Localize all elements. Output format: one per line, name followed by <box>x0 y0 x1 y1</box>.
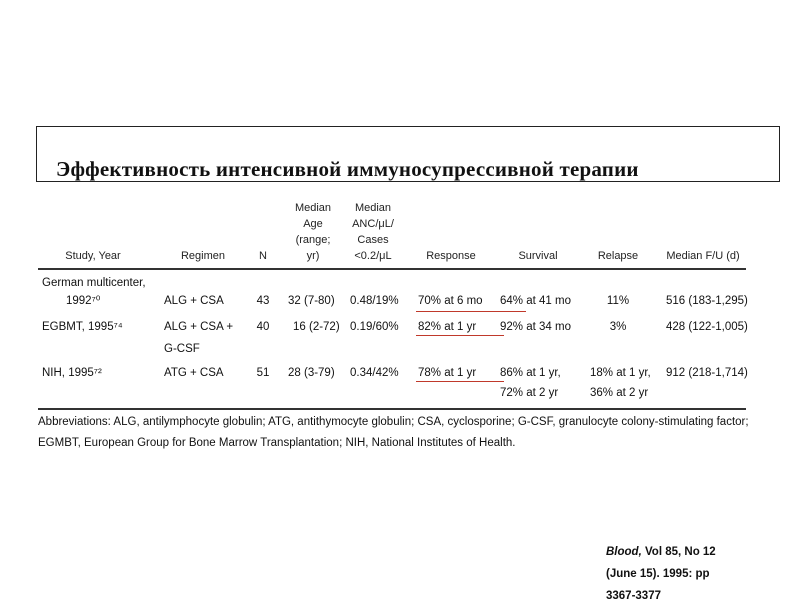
row3-age: 28 (3-79) <box>288 367 335 379</box>
header-regimen: Regimen <box>180 250 226 262</box>
header-response: Response <box>426 250 476 262</box>
response-underline-2 <box>416 335 504 336</box>
row2-survival: 92% at 34 mo <box>500 321 571 333</box>
header-relapse: Relapse <box>597 250 639 262</box>
row3-n: 51 <box>256 367 270 379</box>
row3-fu: 912 (218-1,714) <box>666 367 748 379</box>
row3-study: NIH, 1995⁷² <box>42 367 102 379</box>
row1-age: 32 (7-80) <box>288 295 335 307</box>
row3-anc: 0.34/42% <box>350 367 399 379</box>
row1-n: 43 <box>256 295 270 307</box>
row2-n: 40 <box>256 321 270 333</box>
row1-anc: 0.48/19% <box>350 295 399 307</box>
abbreviations-note: Abbreviations: ALG, antilymphocyte globulin; ATG, antithymocyte globulin; CSA, cyclosporine; G-CSF, granulocyte colony-stimulating factor; EGMBT, European Group for Bone Marrow Transplantation; NIH, National Institutes of Health. <box>38 416 749 449</box>
row2-study: EGBMT, 1995⁷⁴ <box>42 321 123 333</box>
header-survival: Survival <box>518 250 558 262</box>
row2-age: 16 (2-72) <box>293 321 340 333</box>
row1-survival: 64% at 41 mo <box>500 295 571 307</box>
response-underline-3 <box>416 381 504 382</box>
bottom-rule <box>38 408 746 410</box>
row1-response: 70% at 6 mo <box>418 295 483 307</box>
header-rule <box>38 268 746 270</box>
header-fu: Median F/U (d) <box>666 250 740 262</box>
row3-relapse: 18% at 1 yr, 36% at 2 yr <box>590 367 651 399</box>
response-underline-1 <box>416 311 526 312</box>
row1-regimen: ALG + CSA <box>164 295 224 307</box>
row3-response: 78% at 1 yr <box>418 367 477 379</box>
row1-fu: 516 (183-1,295) <box>666 295 748 307</box>
row3-survival: 86% at 1 yr, 72% at 2 yr <box>500 367 561 399</box>
header-study: Study, Year <box>65 250 121 262</box>
row3-regimen: ATG + CSA <box>164 367 224 379</box>
header-age: Median Age (range; yr) <box>294 202 332 262</box>
slide-title: Эффективность интенсивной иммуносупрессивной терапии <box>56 157 639 181</box>
row1-study: German multicenter, 1992⁷⁰ <box>42 277 146 307</box>
row2-relapse: 3% <box>609 321 627 333</box>
row2-fu: 428 (122-1,005) <box>666 321 748 333</box>
citation: Blood, Vol 85, No 12 (June 15). 1995: pp 3367-3377 <box>606 546 716 602</box>
row2-regimen: ALG + CSA + G-CSF <box>164 321 234 355</box>
row1-relapse: 11% <box>606 295 630 307</box>
row2-anc: 0.19/60% <box>350 321 399 333</box>
row2-response: 82% at 1 yr <box>418 321 477 333</box>
header-anc: Median ANC/μL/ Cases <0.2/μL <box>352 202 394 262</box>
header-n: N <box>259 250 267 262</box>
